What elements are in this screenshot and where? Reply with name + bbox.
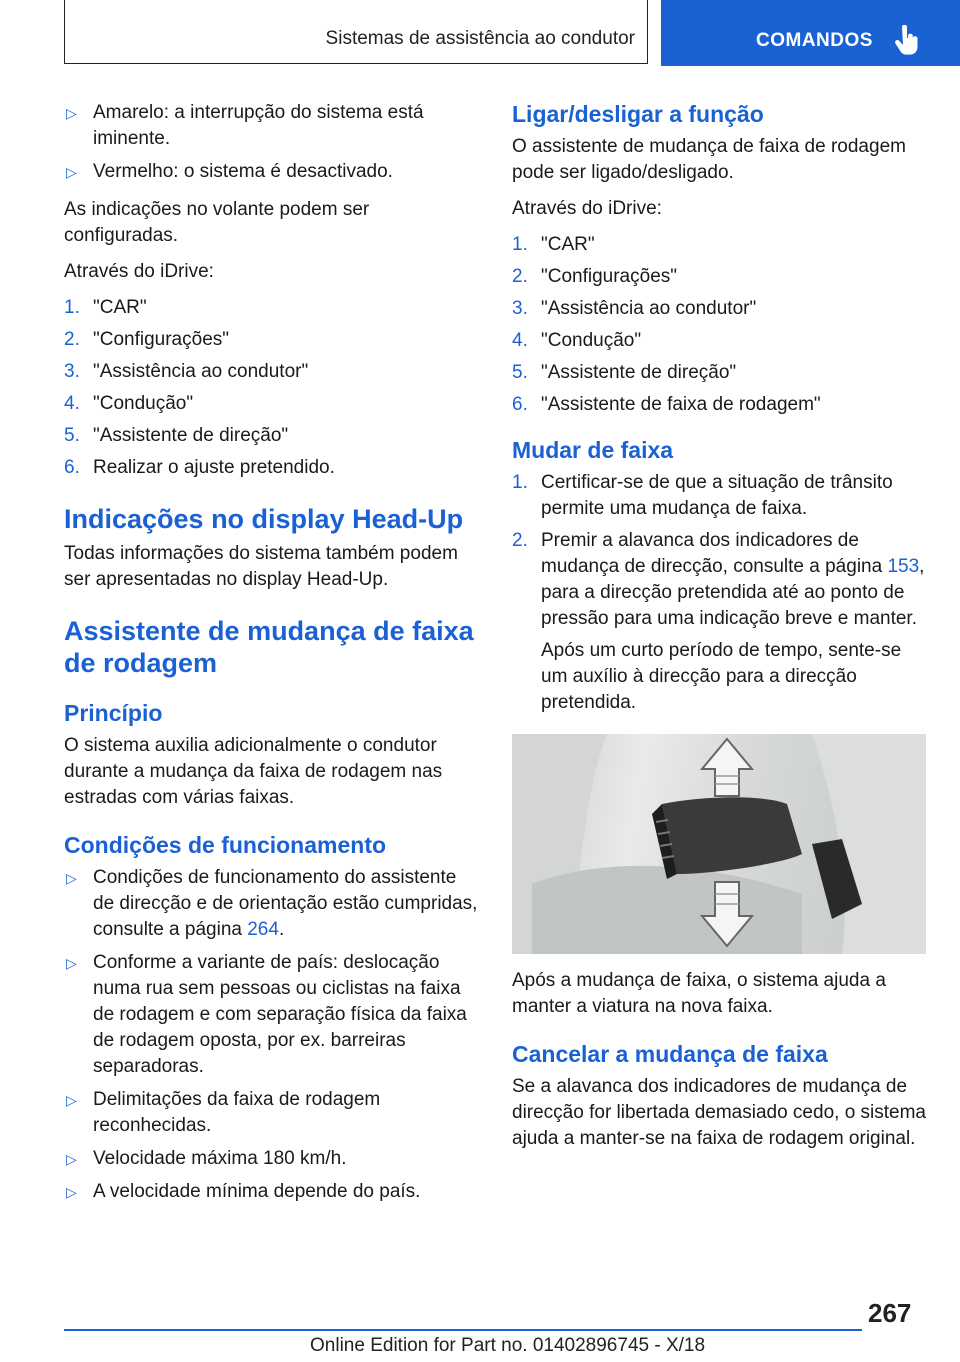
list-item: ▷ A velocidade mínima depende do país.	[64, 1179, 478, 1205]
heading-lane-change: Mudar de faixa	[512, 437, 674, 463]
list-item: 5. "Assistente de direção"	[512, 362, 737, 383]
right-column	[512, 100, 926, 1162]
list-item: ▷ Conforme a variante de país: deslocação numa rua sem pessoas ou ciclistas na faixa de rodagem e com separação física da faixa de rodagem oposta, por ex. barreiras separadoras.	[66, 952, 467, 1077]
list-item: 3. "Assistência ao condutor"	[512, 298, 757, 319]
list-item: 2. "Configurações"	[512, 266, 678, 287]
paragraph: Através do iDrive:	[64, 261, 214, 282]
page-link[interactable]: 264	[247, 919, 279, 940]
turn-signal-lever-illustration	[512, 734, 926, 954]
conditions-list	[64, 865, 478, 1205]
triangle-bullet-icon: ▷	[66, 1151, 77, 1167]
list-item: ▷ Vermelho: o sistema é desactivado.	[64, 159, 478, 185]
chapter-tab-label: COMANDOS	[756, 30, 873, 51]
list-item: ▷ Velocidade máxima 180 km/h.	[64, 1146, 478, 1172]
paragraph: As indicações no volante podem ser configuradas.	[64, 199, 370, 246]
list-item: ▷ Condições de funcionamento do assistente de direcção e de orientação estão cumpridas, consulte a página 264.	[66, 867, 478, 940]
list-item: 2. Premir a alavanca dos indicadores de mudança de direcção, consulte a página 153, para a direcção pretendida até ao ponto de pressão para uma indicação breve e manter. Após um curto período de tempo, sente-se um auxílio à direcção para a direcção pretendida.	[512, 530, 925, 713]
list-item: 3. "Assistência ao condutor"	[64, 361, 309, 382]
status-bullets	[64, 100, 478, 185]
paragraph: O sistema auxilia adicionalmente o condutor durante a mudança da faixa de rodagem nas estradas com várias faixas.	[64, 735, 443, 808]
idrive-steps-right	[512, 232, 926, 418]
list-item: 4. "Condução"	[512, 330, 642, 351]
list-item: 2. "Configurações"	[64, 329, 230, 350]
heading-hud: Indicações no display Head-Up	[64, 504, 464, 534]
paragraph: O assistente de mudança de faixa de rodagem pode ser ligado/desligado.	[512, 136, 906, 183]
heading-cancel: Cancelar a mudança de faixa	[512, 1041, 828, 1067]
list-item: 1. "CAR"	[512, 234, 595, 255]
section-title: Sistemas de assistência ao condutor	[325, 28, 635, 49]
idrive-steps-left	[64, 295, 478, 481]
triangle-bullet-icon: ▷	[66, 955, 77, 971]
paragraph: Após a mudança de faixa, o sistema ajuda a manter a viatura na nova faixa.	[512, 970, 886, 1017]
heading-lane-change-assistant: Assistente de mudança de faixa de rodagem	[64, 616, 474, 678]
list-item: ▷ Delimitações da faixa de rodagem reconhecidas.	[66, 1089, 381, 1136]
page-link[interactable]: 153	[887, 556, 920, 577]
list-item: 1. "CAR"	[64, 297, 147, 318]
paragraph: Se a alavanca dos indicadores de mudança de direcção for libertada demasiado cedo, o sistema ajuda a manter-se na faixa de rodagem original.	[512, 1076, 927, 1149]
list-item: 6. "Assistente de faixa de rodagem"	[512, 394, 821, 415]
heading-principle: Princípio	[64, 700, 163, 726]
list-item: 6. Realizar o ajuste pretendido.	[64, 457, 335, 478]
lane-change-steps	[512, 470, 926, 716]
page-number: 267	[868, 1298, 912, 1328]
header-section-box	[64, 0, 648, 64]
list-item: ▷ Amarelo: a interrupção do sistema está iminente.	[66, 102, 424, 149]
paragraph: Através do iDrive:	[512, 198, 662, 219]
footer-divider	[64, 1329, 862, 1331]
heading-conditions: Condições de funcionamento	[64, 832, 387, 858]
triangle-bullet-icon: ▷	[66, 105, 77, 121]
left-column	[64, 100, 478, 1217]
triangle-bullet-icon: ▷	[66, 1184, 77, 1200]
list-item: 4. "Condução"	[64, 393, 194, 414]
list-item: 5. "Assistente de direção"	[64, 425, 289, 446]
footer-edition: Online Edition for Part no. 01402896745 - X/18	[310, 1335, 706, 1356]
lever-drawing	[512, 734, 926, 954]
heading-on-off: Ligar/desligar a função	[512, 101, 764, 127]
triangle-bullet-icon: ▷	[66, 1092, 77, 1108]
list-item: 1. Certificar-se de que a situação de trânsito permite uma mudança de faixa.	[512, 472, 893, 519]
paragraph: Todas informações do sistema também podem ser apresentadas no display Head-Up.	[64, 543, 458, 590]
triangle-bullet-icon: ▷	[66, 164, 77, 180]
triangle-bullet-icon: ▷	[66, 870, 77, 886]
hand-pointer-icon	[894, 25, 920, 55]
